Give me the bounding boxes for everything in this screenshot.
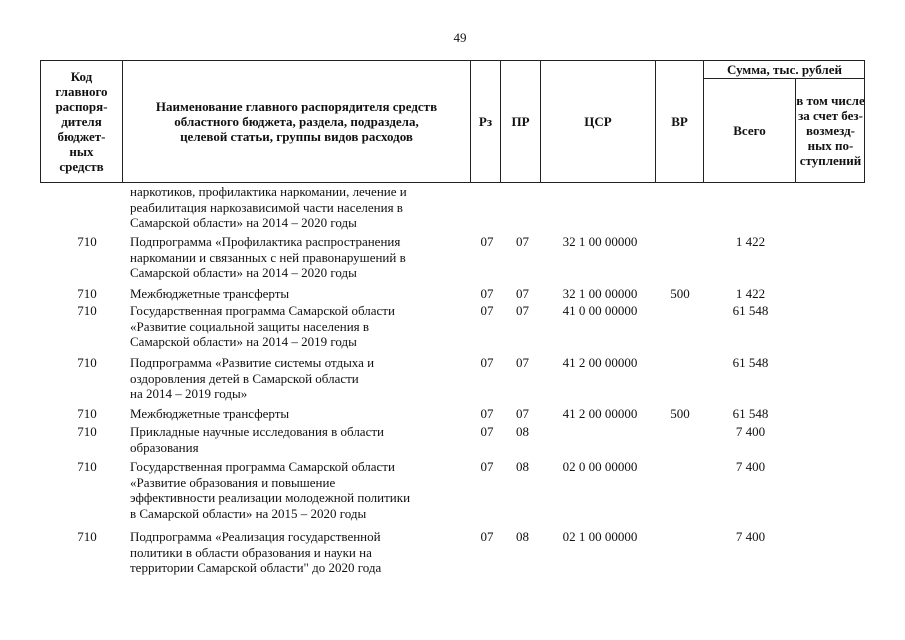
header-sum: Сумма, тыс. рублей [727,62,842,77]
row-csr: 41 2 00 00000 [562,406,638,421]
row-total: 1 422 [735,286,766,301]
row-code: 710 [77,355,97,370]
row-csr: 02 1 00 00000 [562,529,638,544]
row-pr: 07 [516,234,529,249]
row-code: 710 [77,286,97,301]
row-name: наркотиков, профилактика наркомании, лечение и реабилитация наркозависимой части населения в Самарской области» на 2014 – 2020 годы [130,184,407,230]
row-vr: 500 [670,406,690,421]
row-pr: 07 [516,286,529,301]
header-pr: ПР [511,114,530,129]
row-code: 710 [77,303,97,318]
row-csr: 32 1 00 00000 [562,234,638,249]
row-code: 710 [77,406,97,421]
row-pr: 07 [516,355,529,370]
header-rz: Рз [478,114,493,129]
row-name: Государственная программа Самарской области «Развитие образования и повышение эффективности реализации молодежной политики в Самарской области» на 2015 – 2020 годы [130,459,411,521]
row-total: 7 400 [735,529,766,544]
row-total: 1 422 [735,234,766,249]
header-code: Код главного распоря- дителя бюджет- ных средств [55,69,108,174]
row-name: Государственная программа Самарской области «Развитие социальной защиты населения в Самарской области» на 2014 – 2019 годы [130,303,395,349]
row-pr: 07 [516,406,529,421]
row-rz: 07 [480,529,494,544]
row-pr: 08 [516,459,529,474]
row-total: 7 400 [735,424,766,439]
header-total: Всего [733,123,766,138]
row-code: 710 [77,529,97,544]
row-code: 710 [77,424,97,439]
row-vr: 500 [670,286,690,301]
row-code: 710 [77,234,97,249]
row-name: Подпрограмма «Профилактика распространения наркомании и связанных с ней правонарушений в Самарской области» на 2014 – 2020 годы [130,234,406,280]
row-rz: 07 [480,355,494,370]
row-rz: 07 [480,286,494,301]
row-csr: 41 0 00 00000 [562,303,638,318]
row-rz: 07 [480,459,494,474]
row-name: Подпрограмма «Реализация государственной политики в области образования и науки на территории Самарской области" до 2020 года [130,529,382,575]
row-pr: 07 [516,303,529,318]
row-rz: 07 [480,424,494,439]
row-name: Межбюджетные трансферты [130,286,290,301]
row-csr: 02 0 00 00000 [562,459,638,474]
row-total: 61 548 [732,303,769,318]
row-name: Подпрограмма «Развитие системы отдыха и оздоровления детей в Самарской области на 2014 – 2019 годы» [130,355,375,401]
row-total: 7 400 [735,459,766,474]
header-free: в том числе за счет без- возмезд- ных по- ступлений [796,93,865,168]
row-rz: 07 [480,406,494,421]
row-code: 710 [77,459,97,474]
row-rz: 07 [480,234,494,249]
row-name: Межбюджетные трансферты [130,406,290,421]
header-csr: ЦСР [584,114,612,129]
header-vr: ВР [671,114,688,129]
header-name: Наименование главного распорядителя средств областного бюджета, раздела, подраздела, целевой статьи, группы видов расходов [155,99,438,144]
row-csr: 32 1 00 00000 [562,286,638,301]
row-name: Прикладные научные исследования в области образования [130,424,384,455]
row-total: 61 548 [732,406,769,421]
page-number: 49 [453,30,467,45]
row-rz: 07 [480,303,494,318]
row-pr: 08 [516,424,529,439]
row-total: 61 548 [732,355,769,370]
row-csr: 41 2 00 00000 [562,355,638,370]
row-pr: 08 [516,529,529,544]
